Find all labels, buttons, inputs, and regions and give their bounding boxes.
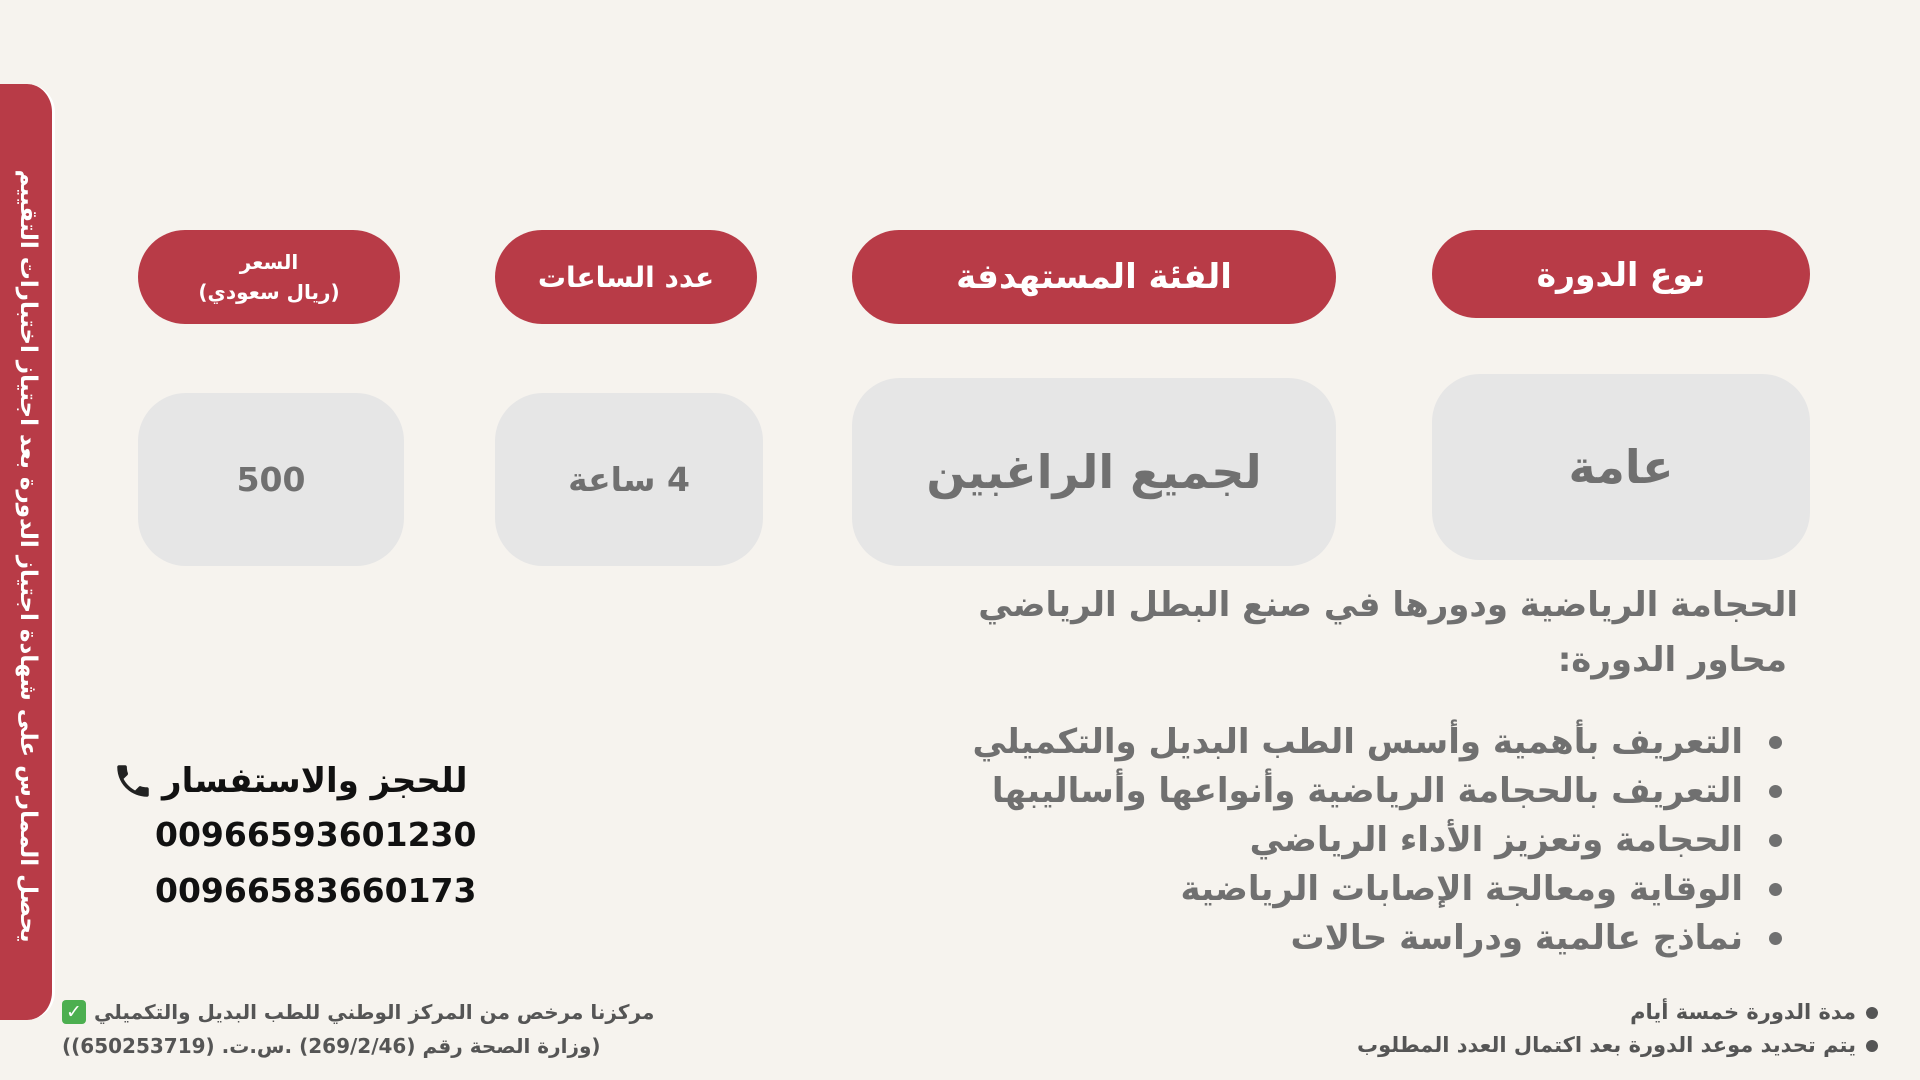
list-item	[1357, 1029, 1878, 1062]
price-value	[138, 393, 404, 566]
list-item	[972, 816, 1782, 865]
bullet-icon	[1866, 1007, 1878, 1019]
bullet-icon	[1769, 736, 1782, 749]
certificate-note: يحصل الممارس على شهادة اجتياز الدورة بعد اجتياز اختبارات التقييم	[15, 169, 41, 943]
list-item	[972, 865, 1782, 914]
list-item	[972, 767, 1782, 816]
hours-value	[495, 393, 763, 566]
course-type-value-text: عامة	[1568, 440, 1674, 494]
phone-number-2[interactable]: 00966583660173	[155, 871, 477, 910]
bullet-icon	[1769, 932, 1782, 945]
hours-header-label: عدد الساعات	[537, 260, 715, 294]
list-item	[1357, 996, 1878, 1029]
phone-number-1[interactable]: 00966593601230	[155, 815, 477, 854]
target-group-value-text: لجميع الراغبين	[926, 445, 1262, 499]
contact-title: للحجز والاستفسار	[162, 761, 468, 801]
bullet-icon	[1769, 834, 1782, 847]
topic-text: التعريف بأهمية وأسس الطب البديل والتكميلي	[972, 722, 1743, 762]
license-row-2	[62, 1029, 682, 1063]
topic-text: الحجامة وتعزيز الأداء الرياضي	[1249, 820, 1743, 860]
phone-icon	[112, 760, 154, 802]
note-text: يتم تحديد موعد الدورة بعد اكتمال العدد المطلوب	[1356, 1033, 1856, 1057]
bullet-icon	[1769, 785, 1782, 798]
course-type-value	[1432, 374, 1810, 560]
license-info	[62, 995, 682, 1063]
topic-text: التعريف بالحجامة الرياضية وأنواعها وأساليبها	[991, 771, 1743, 811]
course-topics-list	[972, 718, 1782, 963]
course-title: الحجامة الرياضية ودورها في صنع البطل الرياضي	[978, 585, 1798, 625]
license-line-2: (وزارة الصحة رقم (269/2/46) .س.ت. (650253719))	[62, 1034, 601, 1058]
topic-text: الوقاية ومعالجة الإصابات الرياضية	[1180, 869, 1743, 909]
price-header	[138, 230, 400, 324]
license-line-1: مركزنا مرخص من المركز الوطني للطب البديل والتكميلي	[94, 1000, 655, 1024]
price-header-currency: (ريال سعودي)	[198, 280, 340, 304]
price-header-label: السعر	[239, 250, 299, 274]
target-group-header-label: الفئة المستهدفة	[956, 257, 1232, 297]
course-type-header-label: نوع الدورة	[1536, 254, 1706, 294]
bullet-icon	[1769, 883, 1782, 896]
price-value-text: 500	[236, 460, 306, 499]
check-icon: ✓	[62, 1000, 86, 1024]
list-item	[972, 914, 1782, 963]
list-item	[972, 718, 1782, 767]
target-group-header	[852, 230, 1336, 324]
topic-text: نماذج عالمية ودراسة حالات	[1290, 918, 1743, 958]
contact-title-row	[112, 755, 482, 807]
course-notes	[1357, 996, 1878, 1062]
hours-value-text: 4 ساعة	[568, 460, 690, 499]
bullet-icon	[1866, 1040, 1878, 1052]
target-group-value	[852, 378, 1336, 566]
license-row-1	[62, 995, 682, 1029]
certificate-side-banner	[0, 84, 55, 1020]
course-type-header	[1432, 230, 1810, 318]
booking-contact	[112, 755, 482, 919]
hours-header	[495, 230, 757, 324]
note-text: مدة الدورة خمسة أيام	[1630, 1000, 1856, 1024]
course-axes-label: محاور الدورة:	[1557, 640, 1787, 680]
